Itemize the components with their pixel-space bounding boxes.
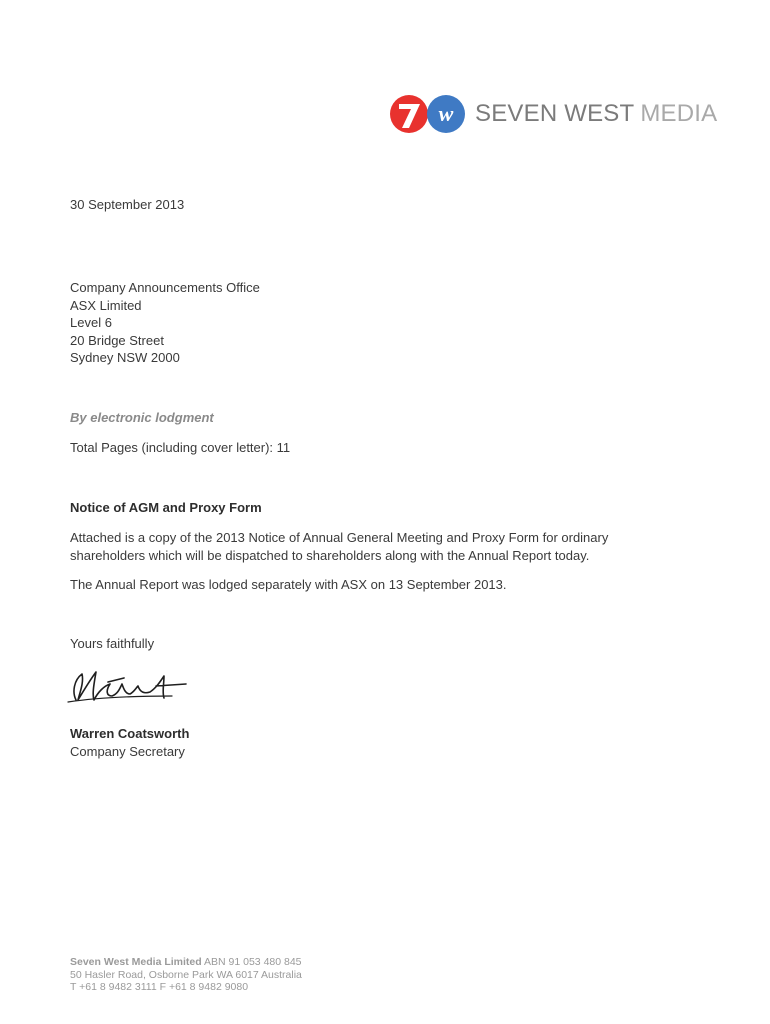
address-line: Sydney NSW 2000 [70,350,180,365]
letter-subject: Notice of AGM and Proxy Form [70,500,262,515]
footer-company-line [70,956,302,969]
signatory-title: Company Secretary [70,744,185,759]
body-paragraph-2: The Annual Report was lodged separately with ASX on 13 September 2013. [70,577,507,592]
svg-text:w: w [438,101,454,126]
address-line: Level 6 [70,315,112,330]
total-pages: Total Pages (including cover letter): 11 [70,440,291,455]
seven-network-logo-icon [390,95,428,133]
west-australian-logo-icon [427,95,465,133]
footer-abn: ABN 91 053 480 845 [201,956,302,968]
closing-salutation: Yours faithfully [70,636,155,651]
letter-footer [70,956,302,994]
paragraph-line: Attached is a copy of the 2013 Notice of Annual General Meeting and Proxy Form for ordinary [70,530,609,545]
logo-text-seven-west: SEVEN WEST [475,100,635,127]
address-line: Company Announcements Office [70,280,260,295]
footer-address: 50 Hasler Road, Osborne Park WA 6017 Australia [70,968,302,981]
logo-icons [389,93,467,135]
signatory-name: Warren Coatsworth [70,726,190,741]
body-paragraph-1 [70,529,608,564]
delivery-method: By electronic lodgment [70,410,214,425]
address-line: ASX Limited [70,297,142,313]
logo-text-media: MEDIA [640,100,718,127]
company-logo [389,93,717,135]
handwritten-signature [64,662,194,712]
paragraph-line: shareholders which will be dispatched to shareholders along with the Annual Report today. [70,547,590,563]
footer-phone: T +61 8 9482 3111 F +61 8 9482 9080 [70,981,249,993]
recipient-address [70,279,260,367]
footer-company: Seven West Media Limited [70,956,202,968]
address-line: 20 Bridge Street [70,332,164,348]
letter-date: 30 September 2013 [70,197,185,212]
